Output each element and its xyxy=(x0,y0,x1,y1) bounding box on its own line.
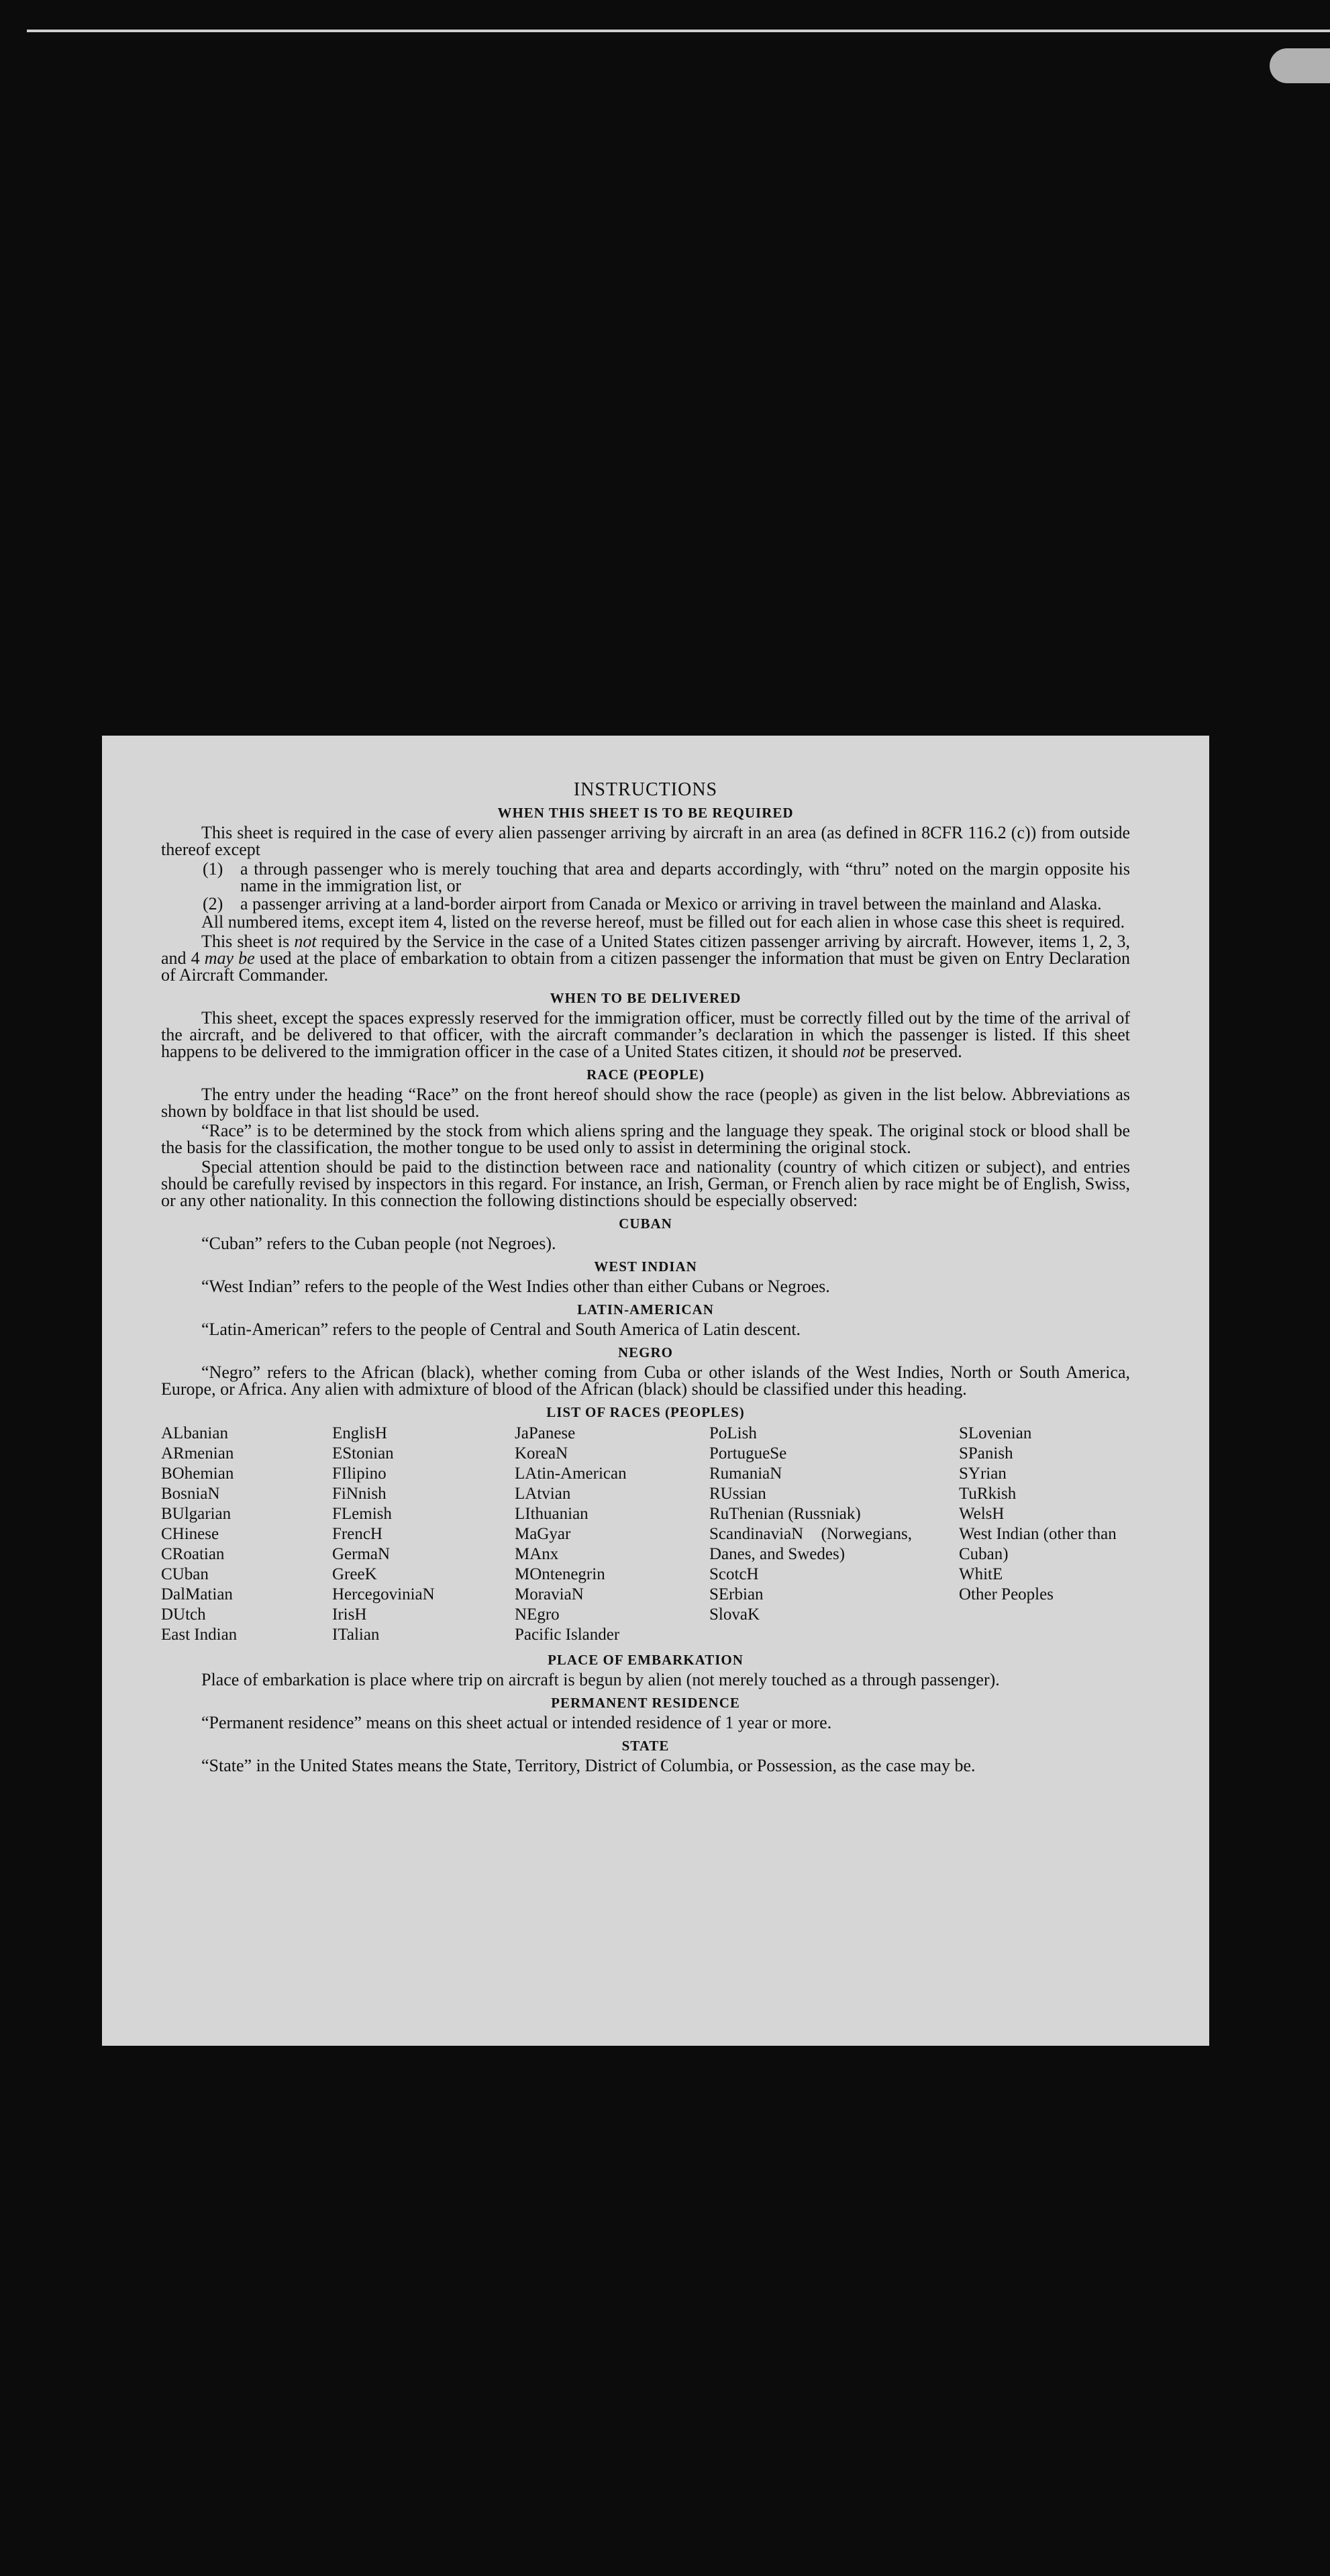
list-item: SPanish xyxy=(959,1444,1013,1463)
section-heading-state: STATE xyxy=(621,1738,670,1754)
list-item: WelsH xyxy=(959,1505,1005,1523)
when-required-para3 xyxy=(161,933,1130,983)
when-delivered-text xyxy=(161,1009,1130,1060)
list-item: KoreaN xyxy=(515,1444,568,1463)
text-run: used at the place of embarkation to obtain from a citizen passenger the information that must be given on Entry Declaration of Aircraft Commander. xyxy=(161,948,1130,985)
section-heading-cuban: CUBAN xyxy=(619,1216,672,1232)
list-item: CUban xyxy=(161,1565,209,1583)
list-item: GermaN xyxy=(332,1545,391,1563)
instruction-sheet xyxy=(102,736,1209,2046)
list-item: SLovenian xyxy=(959,1424,1032,1442)
emphasis: not xyxy=(842,1042,865,1061)
list-item: SYrian xyxy=(959,1465,1007,1483)
latin-american-text: “Latin-American” refers to the people of Central and South America of Latin descent. xyxy=(201,1320,801,1339)
scan-corner-mark xyxy=(1270,48,1330,83)
races-column-5 xyxy=(959,1424,1130,1645)
text-run: This sheet, except the spaces expressly reserved for the immigration officer, must be correctly filled out by the time of the arrival of the aircraft, and be delivered to that officer, with the aircraft commander’s declaration in which the passenger is listed. If this sheet happens to be delivered to the immigration officer in the case of a United States citizen, it should xyxy=(161,1008,1130,1061)
list-item: ARmenian xyxy=(161,1444,234,1463)
when-required-para2: All numbered items, except item 4, listed on the reverse hereof, must be filled out for each alien in whose case this sheet is required. xyxy=(201,912,1125,932)
text-run: This sheet is xyxy=(201,932,295,951)
list-item: LAtvian xyxy=(515,1485,571,1503)
list-item: WhitE xyxy=(959,1565,1003,1583)
list-item: FLemish xyxy=(332,1505,392,1523)
section-heading-when-required: WHEN THIS SHEET IS TO BE REQUIRED xyxy=(497,805,794,821)
item-number: (2) xyxy=(203,894,223,913)
list-item: Pacific Islander xyxy=(515,1626,620,1644)
item-text: a passenger arriving at a land-border airport from Canada or Mexico or arriving in travel between the mainland and Alaska. xyxy=(240,894,1102,913)
list-item: FiNnish xyxy=(332,1485,387,1503)
list-item: JaPanese xyxy=(515,1424,576,1442)
list-item: ALbanian xyxy=(161,1424,228,1442)
section-heading-residence: PERMANENT RESIDENCE xyxy=(551,1695,740,1711)
embarkation-text: Place of embarkation is place where trip on aircraft is begun by alien (not merely touched as a through passenger). xyxy=(201,1670,1000,1689)
emphasis: not xyxy=(294,932,317,951)
negro-text: “Negro” refers to the African (black), whether coming from Cuba or other islands of the West Indies, North or South America, Europe, or Africa. Any alien with admixture of blood of the African (black) should be classified under this heading. xyxy=(161,1363,1130,1399)
list-item: ScotcH xyxy=(709,1565,759,1583)
text-run: be preserved. xyxy=(864,1042,962,1061)
when-required-intro: This sheet is required in the case of every alien passenger arriving by aircraft in an area (as defined in 8CFR 116.2 (c)) from outside thereof except xyxy=(161,823,1130,859)
list-item: West Indian (other than Cuban) xyxy=(959,1525,1117,1563)
list-item: RUssian xyxy=(709,1485,766,1503)
list-item: PoLish xyxy=(709,1424,757,1442)
list-item: IrisH xyxy=(332,1605,367,1624)
list-item: BosniaN xyxy=(161,1485,220,1503)
list-item: NEgro xyxy=(515,1605,560,1624)
list-item: CHinese xyxy=(161,1525,219,1543)
list-item: PortugueSe xyxy=(709,1444,787,1463)
list-item: BUlgarian xyxy=(161,1505,232,1523)
section-heading-when-delivered: WHEN TO BE DELIVERED xyxy=(550,990,741,1006)
list-item: EnglisH xyxy=(332,1424,387,1442)
races-column-1 xyxy=(161,1424,332,1645)
list-item: FrencH xyxy=(332,1525,382,1543)
scan-top-edge-line xyxy=(27,30,1330,32)
list-item: East Indian xyxy=(161,1626,238,1644)
race-para3: Special attention should be paid to the distinction between race and nationality (country of which citizen or subject), and entries should be carefully revised by inspectors in this regard. For instance, an Irish, German, or French alien by race might be of English, Swiss, or any other nationality. In this connection the following distinctions should be especially observed: xyxy=(161,1157,1130,1210)
list-item: Other Peoples xyxy=(959,1585,1054,1603)
list-item: MoraviaN xyxy=(515,1585,584,1603)
list-item: CRoatian xyxy=(161,1545,225,1563)
list-item: MOntenegrin xyxy=(515,1565,605,1583)
list-item: DalMatian xyxy=(161,1585,233,1603)
list-item: TuRkish xyxy=(959,1485,1017,1503)
section-heading-list-of-races: LIST OF RACES (PEOPLES) xyxy=(546,1404,745,1420)
race-para2: “Race” is to be determined by the stock from which aliens spring and the language they speak. The original stock or blood shall be the basis for the classification, the mother tongue to be used only to assist in determining the original stock. xyxy=(161,1121,1130,1157)
list-item: RumaniaN xyxy=(709,1465,782,1483)
races-column-3 xyxy=(515,1424,709,1645)
list-item: GreeK xyxy=(332,1565,377,1583)
page-title: INSTRUCTIONS xyxy=(573,779,718,800)
race-para1: The entry under the heading “Race” on the front hereof should show the race (people) as given in the list below. Abbreviations as shown by boldface in that list should be used. xyxy=(161,1085,1130,1121)
section-heading-latin-american: LATIN-AMERICAN xyxy=(577,1301,714,1318)
list-item xyxy=(203,860,1130,894)
list-item: HercegoviniaN xyxy=(332,1585,435,1603)
west-indian-text: “West Indian” refers to the people of the West Indies other than either Cubans or Negroes. xyxy=(201,1277,830,1296)
list-item: BOhemian xyxy=(161,1465,234,1483)
races-column-2 xyxy=(332,1424,515,1645)
list-item: ScandinaviaN (Norwegians, Danes, and Swedes) xyxy=(709,1525,912,1563)
races-list xyxy=(161,1424,1130,1645)
list-item: SErbian xyxy=(709,1585,764,1603)
text-run: required by the Service in the case of a United States citizen passenger arriving by aircraft. However, items 1, 2, 3, and 4 xyxy=(161,932,1130,968)
list-item: DUtch xyxy=(161,1605,206,1624)
item-text: a through passenger who is merely touching that area and departs accordingly, with “thru” noted on the margin opposite his name in the immigration list, or xyxy=(240,859,1130,895)
section-heading-embarkation: PLACE OF EMBARKATION xyxy=(548,1652,744,1668)
list-item: LIthuanian xyxy=(515,1505,589,1523)
list-item: MAnx xyxy=(515,1545,559,1563)
list-item xyxy=(203,895,1130,912)
section-heading-race: RACE (PEOPLE) xyxy=(586,1067,705,1083)
races-column-4 xyxy=(709,1424,959,1645)
list-item: LAtin-American xyxy=(515,1465,627,1483)
list-item: ITalian xyxy=(332,1626,380,1644)
list-item: EStonian xyxy=(332,1444,394,1463)
emphasis: may be xyxy=(204,948,255,968)
item-number: (1) xyxy=(203,859,223,879)
list-item: RuThenian (Russniak) xyxy=(709,1505,861,1523)
list-item: FIlipino xyxy=(332,1465,387,1483)
list-item: MaGyar xyxy=(515,1525,571,1543)
state-text: “State” in the United States means the State, Territory, District of Columbia, or Possession, as the case may be. xyxy=(201,1756,976,1775)
section-heading-negro: NEGRO xyxy=(617,1344,673,1360)
section-heading-west-indian: WEST INDIAN xyxy=(594,1258,697,1275)
cuban-text: “Cuban” refers to the Cuban people (not Negroes). xyxy=(201,1234,556,1253)
residence-text: “Permanent residence” means on this sheet actual or intended residence of 1 year or more. xyxy=(201,1713,832,1732)
list-item: SlovaK xyxy=(709,1605,760,1624)
